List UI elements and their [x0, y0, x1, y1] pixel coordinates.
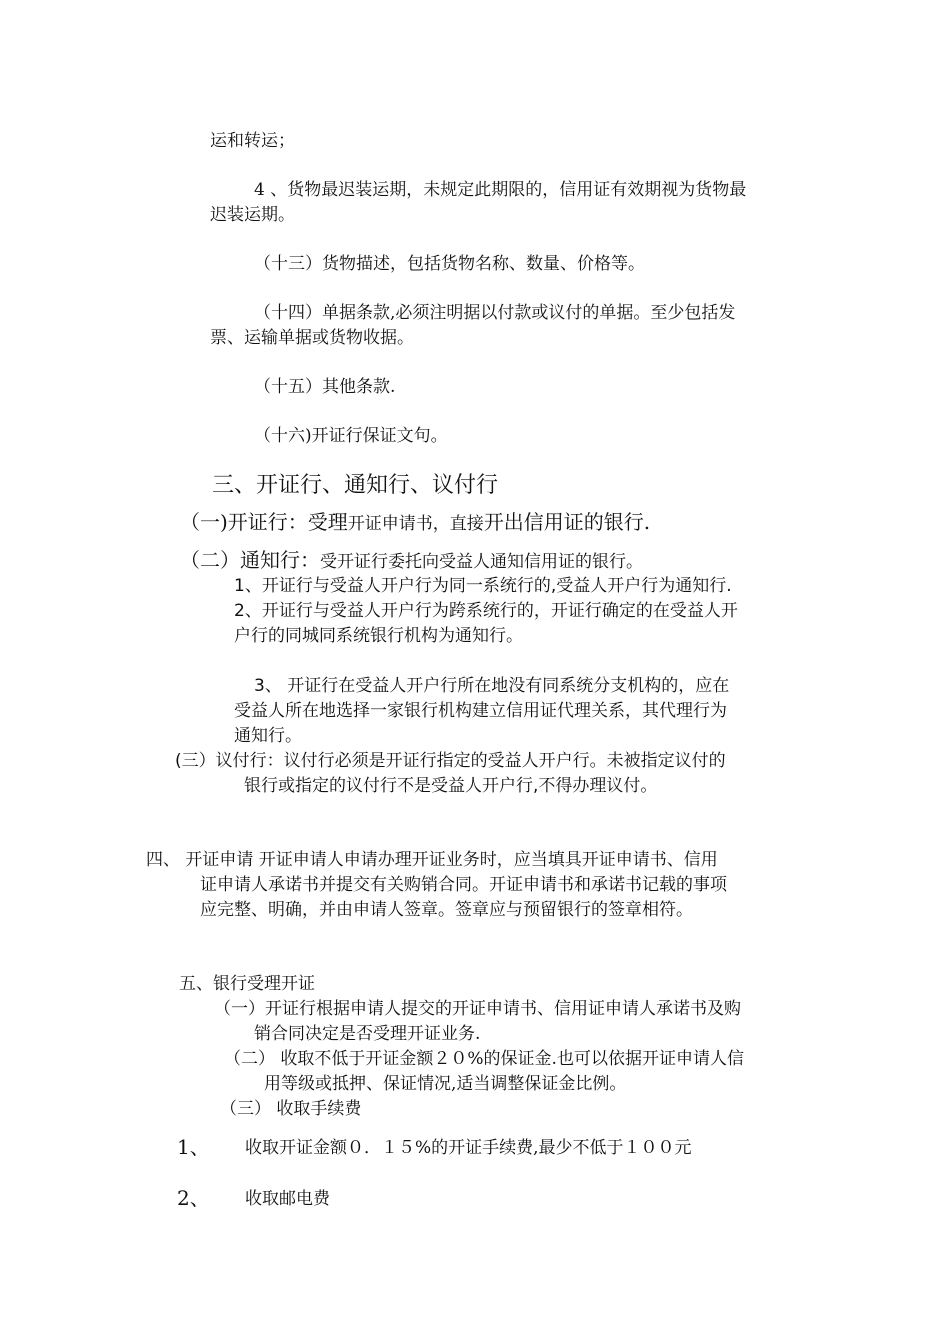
text-line: (三）议付行：议付行必须是开证行指定的受益人开户行。未被指定议付的 — [175, 751, 726, 771]
list-number: 2、 — [177, 1186, 210, 1210]
advising-bank-line — [180, 546, 643, 574]
text-line: （三） 收取手续费 — [220, 1099, 362, 1119]
text-segment: 受开证行委托向受益人通知信用证的银行。 — [320, 552, 643, 572]
text-line: （二） 收取不低于开证金额２０%的保证金.也可以依据开证申请人信 — [224, 1049, 744, 1069]
text-segment: 开出信用证的银行. — [483, 510, 651, 534]
text-line: 四、 开证申请 开证申请人申请办理开证业务时，应当填具开证申请书、信用 — [146, 850, 718, 870]
text-line: 收取邮电费 — [245, 1189, 330, 1209]
text-line: 4 、货物最迟装运期，未规定此期限的，信用证有效期视为货物最 — [254, 180, 747, 200]
text-line: 五、银行受理开证 — [179, 974, 315, 994]
text-line: （十四）单据条款,必须注明据以付款或议付的单据。至少包括发 — [254, 303, 736, 323]
text-line: 户行的同城同系统银行机构为通知行。 — [234, 626, 523, 646]
text-line: 3、 开证行在受益人开户行所在地没有同系统分支机构的，应在 — [254, 676, 730, 696]
text-line: 票、运输单据或货物收据。 — [210, 328, 414, 348]
section-heading: 三、开证行、通知行、议付行 — [212, 473, 499, 498]
text-line: 运和转运； — [210, 131, 295, 151]
list-number: 1、 — [177, 1135, 210, 1159]
text-line: 迟装运期。 — [210, 205, 295, 225]
text-line: 受益人所在地选择一家银行机构建立信用证代理关系，其代理行为 — [234, 701, 727, 721]
text-line: 2、开证行与受益人开户行为跨系统行的，开证行确定的在受益人开 — [234, 601, 738, 621]
text-line: 用等级或抵押、保证情况,适当调整保证金比例。 — [264, 1074, 627, 1094]
text-line: （一）开证行根据申请人提交的开证申请书、信用证申请人承诺书及购 — [214, 999, 741, 1019]
text-line: 应完整、明确，并由申请人签章。签章应与预留银行的签章相符。 — [200, 900, 693, 920]
text-line: 收取开证金额０．１５%的开证手续费,最少不低于１００元 — [245, 1138, 692, 1158]
text-segment: 开证申请书，直接 — [347, 514, 484, 534]
text-line: 通知行。 — [234, 726, 302, 746]
issuing-bank-line — [180, 508, 650, 536]
text-line: （十六)开证行保证文句。 — [254, 426, 448, 446]
text-line: 证申请人承诺书并提交有关购销合同。开证申请书和承诺书记载的事项 — [200, 875, 727, 895]
text-line: （十五）其他条款. — [254, 377, 396, 397]
text-line: 银行或指定的议付行不是受益人开户行,不得办理议付。 — [244, 776, 658, 796]
text-segment: （一)开证行：受理 — [180, 510, 348, 534]
text-line: 1、开证行与受益人开户行为同一系统行的,受益人开户行为通知行. — [234, 576, 732, 596]
text-line: （十三）货物描述，包括货物名称、数量、价格等。 — [254, 254, 645, 274]
text-line: 销合同决定是否受理开证业务. — [254, 1024, 481, 1044]
text-segment: （二）通知行： — [180, 548, 320, 572]
